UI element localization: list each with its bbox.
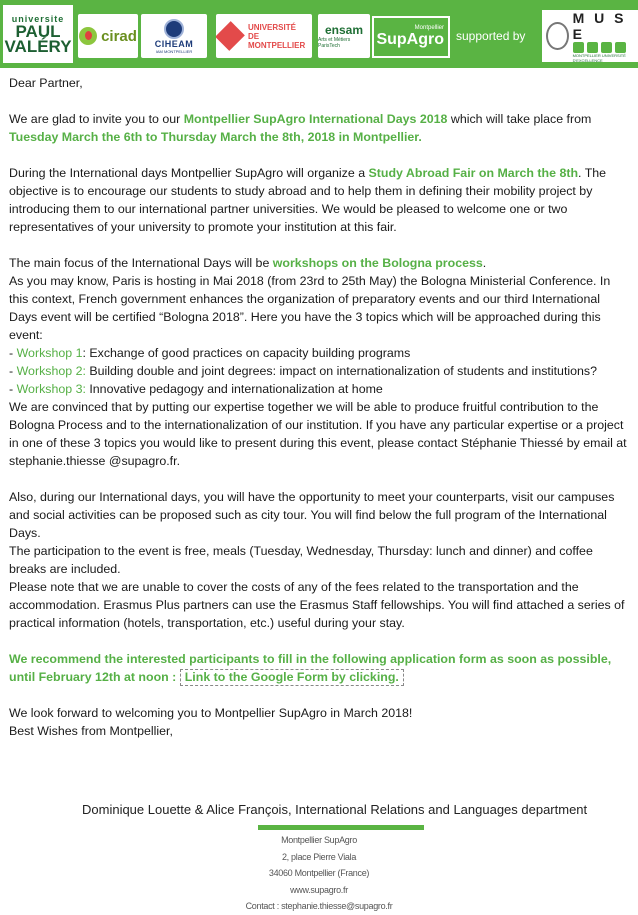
paul-valery-logo-line2: VALÉRY (4, 37, 72, 56)
muse-seal-icon (546, 22, 569, 50)
footer-line: 2, place Pierre Viala (281, 851, 357, 862)
workshop-item (9, 380, 631, 398)
workshop-name: Workshop 2: (16, 364, 86, 378)
workshop-name: Workshop 1 (16, 346, 83, 360)
footer-line: Montpellier SupAgro (281, 835, 357, 845)
signature: Dominique Louette & Alice François, International Relations and Languages department (82, 802, 588, 817)
ciheam-emblem-icon (164, 19, 184, 39)
workshop-bullet: - (9, 364, 17, 378)
program-paragraph: Also, during our International days, you will have the opportunity to meet your counterparts, visit our campuses and social activities can be proposed such as city tour. You will find below the full program of the International Days. (9, 490, 615, 540)
ensam-logo-text: ensam (324, 23, 364, 37)
paul-valery-logo-top: universite (11, 14, 65, 24)
paul-valery-logo-line1: PAUL (15, 22, 61, 41)
um-logo-line2: DE MONTPELLIER (247, 31, 306, 50)
workshop-text: Innovative pedagogy and internationalization at home (85, 382, 383, 396)
workshops-text-2: . (482, 256, 487, 270)
footer-contact[interactable]: Contact : stephanie.thiesse@supagro.fr (245, 901, 393, 911)
supagro-logo (372, 16, 450, 58)
workshop-item (9, 344, 631, 362)
workshop-bullet: - (9, 346, 17, 360)
ciheam-logo-sub: IAM MONTPELLIER (155, 48, 193, 54)
workshop-item (9, 362, 631, 380)
supagro-logo-small: Montpellier (414, 25, 444, 31)
um-logo-line1: UNIVERSITÉ (247, 22, 296, 32)
muse-logo-bar: MONTPELLIER UNIVERSITÉ D'EXCELLENCE (572, 52, 626, 62)
fair-highlight: Study Abroad Fair on March the 8th (368, 166, 579, 180)
intro-paragraph (9, 110, 631, 146)
recommend-text: We recommend the interested participants to fill in the following application form as soon as possible, until February 12th at noon : (9, 652, 612, 684)
fair-text-1: During the International days Montpellier SupAgro will organize a (9, 166, 369, 180)
google-form-link[interactable]: Link to the Google Form by clicking. (180, 669, 404, 686)
muse-logo-right (573, 10, 638, 62)
paul-valery-logo (3, 5, 73, 63)
workshop-bullet: - (9, 382, 17, 396)
cirad-emblem-icon (79, 27, 97, 45)
recommend-paragraph (9, 650, 631, 686)
best-wishes-line: Best Wishes from Montpellier, (9, 724, 173, 738)
universite-montpellier-logo (216, 14, 312, 58)
workshops-paragraph (9, 254, 631, 272)
um-logo-text (248, 23, 312, 50)
workshop-text: : Exchange of good practices on capacity building programs (82, 346, 411, 360)
footer-address (0, 832, 638, 915)
muse-logo (542, 10, 638, 62)
fair-text-2: . The objective is to encourage our students to study abroad and to help them in defining their mobility project by introducing them to our international partner universities. We would be pleased to welcome one or two representatives of your university to promote your institution at this fair. (9, 166, 607, 234)
contact-paragraph: We are convinced that by putting our expertise together we will be able to produce fruitful contribution to the Bologna Process and to the internationalization of our institution. If you have any particular expertise or a project in one of these 3 topics you would like to present during this event, please contact Stéphanie Thiessé by email at stephanie.thiesse @supagro.fr. (9, 400, 627, 468)
ensam-logo (318, 14, 370, 58)
workshop-name: Workshop 3: (16, 382, 86, 396)
muse-logo-word: M U S E (572, 10, 627, 42)
cirad-logo-text: cirad (101, 27, 137, 45)
salutation: Dear Partner, (9, 76, 83, 90)
event-name-highlight: Montpellier SupAgro International Days 2018 (183, 112, 448, 126)
intro-text-2: which will take place from (447, 112, 592, 126)
workshop-text: Building double and joint degrees: impact on internationalization of students and institutions? (85, 364, 598, 378)
intro-text-1: We are glad to invite you to our (9, 112, 184, 126)
workshops-text-1: The main focus of the International Days will be (9, 256, 273, 270)
fees-paragraph: Please note that we are unable to cover the costs of any of the fees related to the transportation and the accommodation. Erasmus Plus partners can use the Erasmus Staff fellowships. You will find attached a series of practical information (hotels, transportation, etc.) useful during your stay. (9, 580, 625, 630)
ciheam-logo (141, 14, 207, 58)
ciheam-logo-text: CIHEAM (154, 38, 194, 49)
supagro-logo-big: SupAgro (376, 31, 444, 48)
participation-paragraph: The participation to the event is free, meals (Tuesday, Wednesday, Thursday: lunch and dinner) and coffee breaks are included. (9, 544, 593, 576)
footer-website[interactable]: www.supagro.fr (290, 884, 348, 895)
footer-line: 34060 Montpellier (France) (268, 868, 370, 878)
bologna-context: As you may know, Paris is hosting in Mai 2018 (from 23rd to 25th May) the Bologna Ministerial Conference. In this context, French government enhances the organization of preparatory events and our third International Days event will be certified “Bologna 2018”. Here you have the 3 topics which will be approached during this event: (9, 274, 611, 342)
ensam-logo-sub: Arts et Métiers ParisTech (318, 37, 351, 49)
fair-paragraph (9, 164, 631, 236)
muse-leaves-icon (573, 42, 638, 53)
supported-by-label: supported by (456, 29, 526, 43)
bologna-highlight: workshops on the Bologna process (272, 256, 483, 270)
cirad-logo (78, 14, 138, 58)
header-banner (0, 0, 638, 68)
closing-line: We look forward to welcoming you to Montpellier SupAgro in March 2018! (9, 706, 413, 720)
footer-divider (258, 825, 424, 830)
letter-body (9, 74, 631, 740)
um-emblem-icon (216, 21, 245, 51)
event-dates-highlight: Tuesday March the 6th to Thursday March the 8th, 2018 in Montpellier. (9, 130, 422, 144)
